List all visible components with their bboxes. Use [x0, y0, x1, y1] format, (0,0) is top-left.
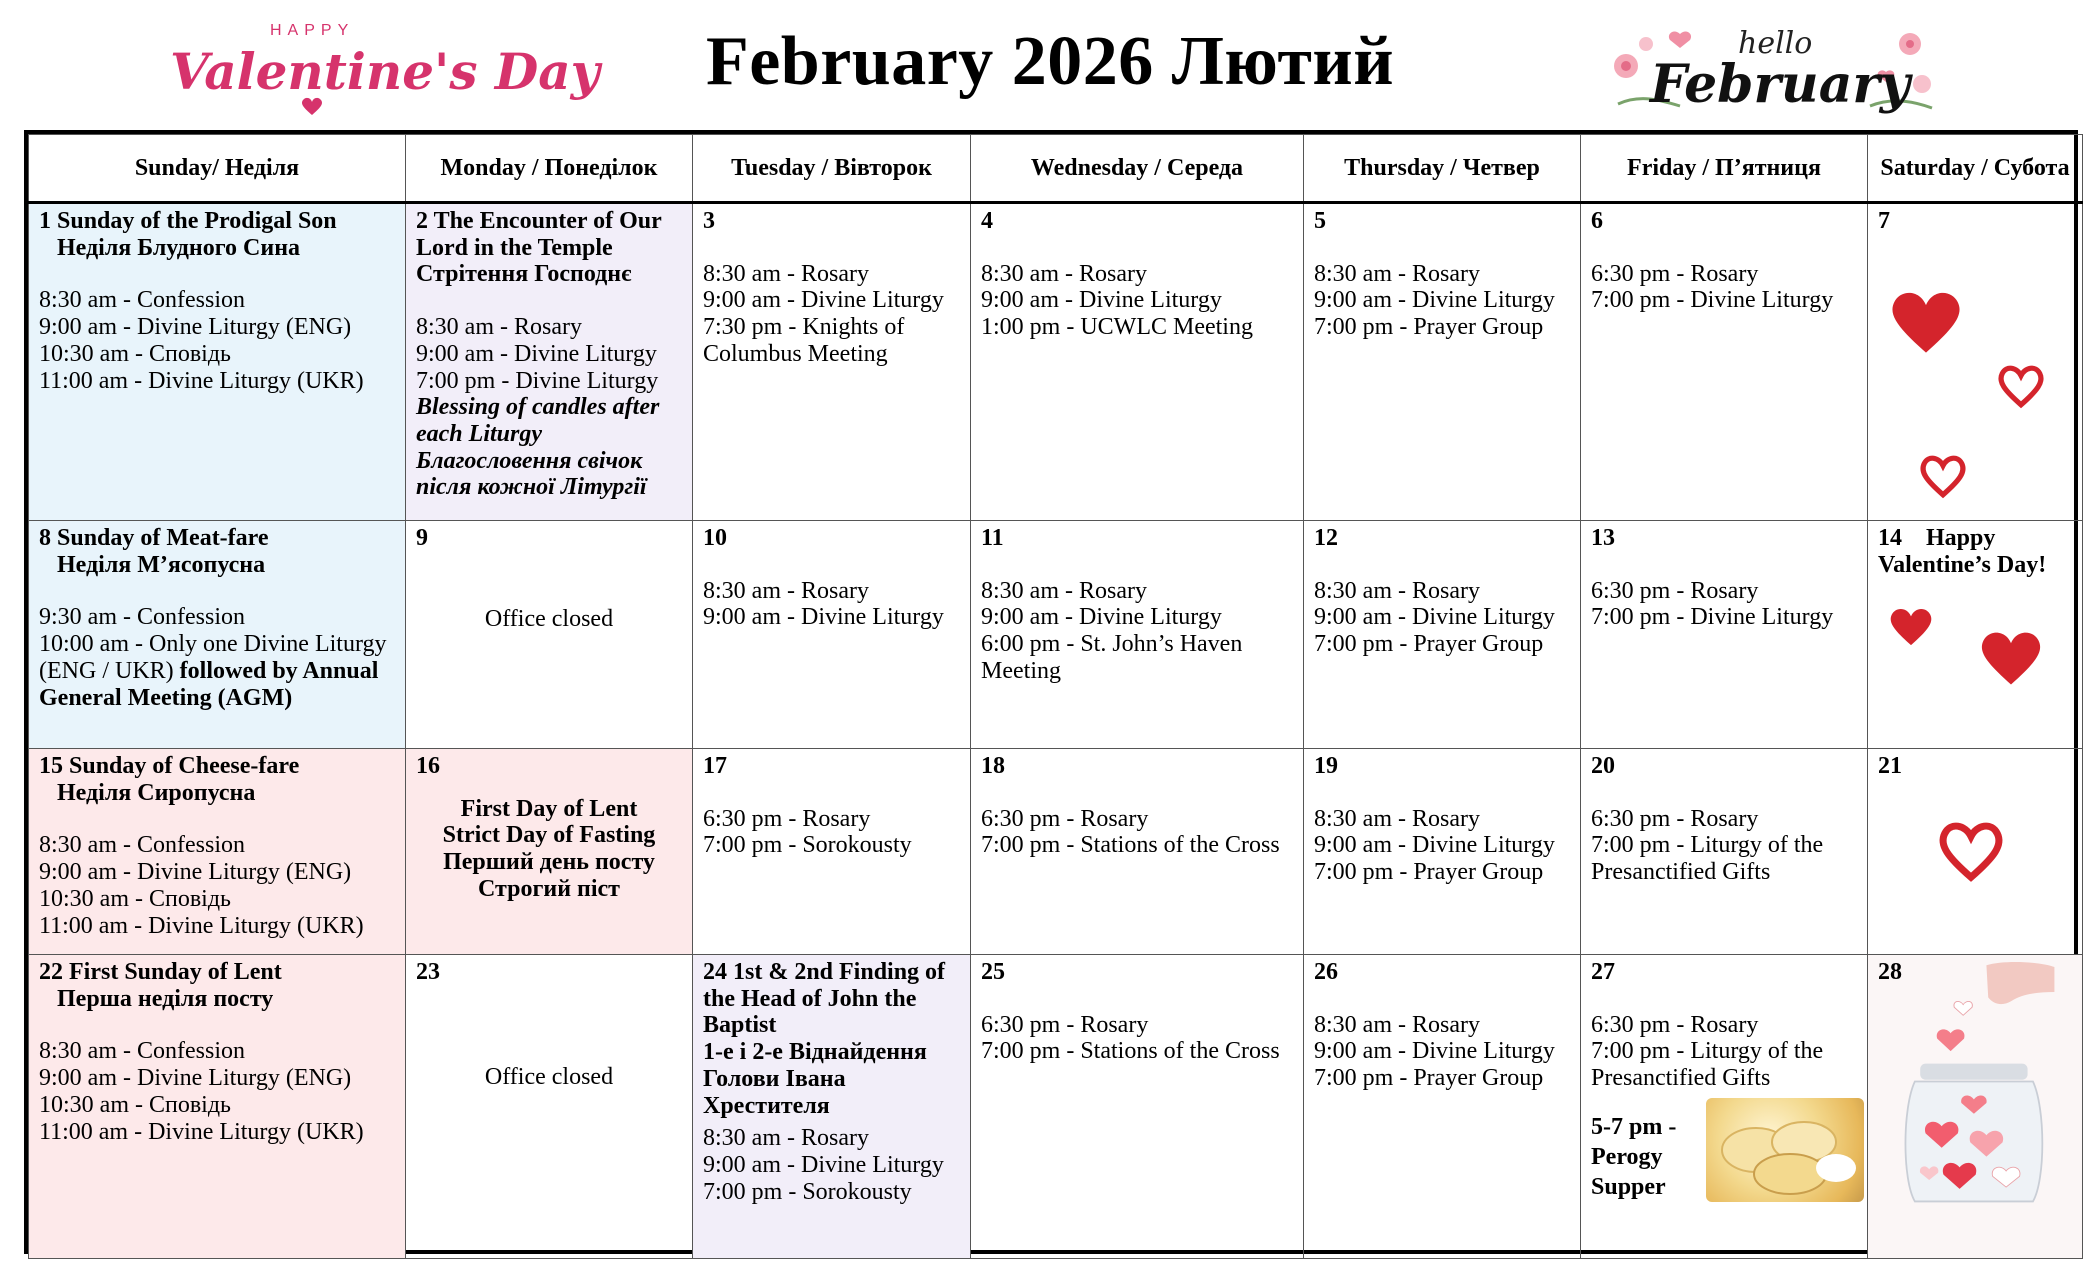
office-closed-text: Office closed — [484, 605, 614, 632]
event: 6:00 pm - St. John’s Haven Meeting — [981, 631, 1243, 684]
event: 9:00 am - Divine Liturgy — [703, 287, 944, 314]
day-cell-13 — [1581, 521, 1868, 749]
outline-heart-icon — [1996, 357, 2046, 415]
day-title-ukr: Неділя Блудного Сина — [57, 234, 301, 261]
day-cell-25 — [971, 955, 1304, 1259]
day-cell-10 — [693, 521, 971, 749]
day-cell-23 — [406, 955, 693, 1259]
event: 7:00 pm - Prayer Group — [1314, 631, 1544, 658]
page-title: February 2026 Лютий — [705, 23, 1395, 100]
day-cell-17 — [693, 749, 971, 955]
red-heart-icon — [1978, 618, 2044, 696]
event: 7:00 pm - Liturgy of the Presanctified Gifts — [1591, 832, 1824, 886]
event: 8:30 am - Rosary — [1314, 1011, 1480, 1038]
event-note: Blessing of candles after each Liturgy — [416, 394, 660, 447]
event: 10:30 am - Сповідь — [39, 1091, 231, 1118]
red-heart-icon — [1888, 277, 1964, 365]
weekday-header-row — [29, 135, 2083, 203]
day-cell-9 — [406, 521, 693, 749]
day-cell-15 — [29, 749, 406, 955]
day-number: 21 — [1878, 753, 1902, 779]
day-number: 11 — [981, 525, 1004, 551]
day-cell-16 — [406, 749, 693, 955]
event: 7:00 pm - Prayer Group — [1314, 1065, 1544, 1092]
day-cell-5 — [1304, 203, 1581, 521]
event: 8:30 am - Confession — [39, 287, 245, 314]
day-cell-4 — [971, 203, 1304, 521]
lent-note: Strict Day of Fasting — [442, 822, 656, 849]
logo-happy-text: HAPPY — [270, 22, 355, 39]
day-number: 27 — [1591, 959, 1615, 985]
header-monday: Monday / Понеділок — [406, 135, 693, 203]
day-title-ukr: Перша неділя посту — [57, 985, 274, 1012]
day-number: 28 — [1878, 959, 1902, 985]
event: 7:00 pm - Stations of the Cross — [981, 832, 1280, 859]
event: 8:30 am - Rosary — [703, 577, 869, 604]
day-title: 15 Sunday of Cheese-fare — [39, 753, 300, 779]
event: 8:30 am - Rosary — [1314, 260, 1480, 287]
day-cell-20 — [1581, 749, 1868, 955]
day-title-ukr: Неділя М’ясопусна — [57, 551, 266, 578]
header-thursday: Thursday / Четвер — [1304, 135, 1581, 203]
day-number: 17 — [703, 753, 727, 779]
event: 9:00 am - Divine Liturgy — [416, 340, 657, 367]
event: 9:00 am - Divine Liturgy — [981, 604, 1222, 631]
event: 10:00 am - Only one Divine Liturgy (ENG / UKR) — [39, 631, 387, 684]
day-number: 6 — [1591, 208, 1603, 234]
event: 6:30 pm - Rosary — [703, 805, 871, 832]
perogy-illustration-icon — [1706, 1098, 1864, 1202]
lent-note-ukr: Перший день посту — [443, 849, 655, 876]
event: 8:30 am - Rosary — [416, 314, 582, 341]
day-cell-22 — [29, 955, 406, 1259]
day-cell-21 — [1868, 749, 2083, 955]
calendar-grid — [24, 130, 2078, 1254]
event: 9:00 am - Divine Liturgy — [703, 1151, 944, 1178]
day-number: 13 — [1591, 525, 1615, 551]
week-row-2 — [29, 521, 2083, 749]
event: 9:00 am - Divine Liturgy (ENG) — [39, 1065, 352, 1092]
event: 9:30 am - Confession — [39, 604, 245, 631]
day-title-ukr: Стрітення Господнє — [416, 261, 632, 288]
event: 8:30 am - Confession — [39, 832, 245, 859]
header-friday: Friday / П’ятниця — [1581, 135, 1868, 203]
day-cell-24 — [693, 955, 971, 1259]
event: 9:00 am - Divine Liturgy — [981, 287, 1222, 314]
header-wednesday: Wednesday / Середа — [971, 135, 1304, 203]
day-title-ukr: 1-е і 2-е Віднайдення Голови Івана Хрестителя — [703, 1039, 927, 1119]
event: 8:30 am - Rosary — [703, 260, 869, 287]
day-title: 14 Happy — [1878, 525, 1996, 551]
day-title-ukr: Неділя Сиропусна — [57, 779, 256, 806]
day-title-2: Valentine’s Day! — [1878, 551, 2047, 578]
perogy-supper-label: Perogy — [1591, 1143, 1663, 1170]
event: 7:00 pm - Prayer Group — [1314, 859, 1544, 886]
heart-jar-illustration-icon — [1888, 956, 2058, 1216]
event: 7:00 pm - Divine Liturgy — [416, 367, 659, 394]
lent-note-ukr: Строгий піст — [478, 875, 620, 902]
event: 9:00 am - Divine Liturgy — [1314, 287, 1555, 314]
logo-february-text: February — [1650, 54, 1911, 115]
event: 9:00 am - Divine Liturgy (ENG) — [39, 859, 352, 886]
week-row-3 — [29, 749, 2083, 955]
day-number: 20 — [1591, 753, 1615, 779]
page-header — [0, 0, 2100, 128]
day-cell-2 — [406, 203, 693, 521]
day-title: 22 First Sunday of Lent — [39, 959, 282, 985]
event: 6:30 pm - Rosary — [981, 1011, 1149, 1038]
logo-hello-text: hello — [1738, 26, 1813, 61]
day-cell-3 — [693, 203, 971, 521]
day-number: 5 — [1314, 208, 1326, 234]
event: 9:00 am - Divine Liturgy (ENG) — [39, 314, 352, 341]
event: 6:30 pm - Rosary — [1591, 805, 1759, 832]
event: 7:00 pm - Divine Liturgy — [1591, 604, 1834, 631]
day-cell-12 — [1304, 521, 1581, 749]
event: 9:00 am - Divine Liturgy — [1314, 1038, 1555, 1065]
day-cell-11 — [971, 521, 1304, 749]
day-number: 4 — [981, 208, 993, 234]
perogy-image — [1706, 1098, 1864, 1202]
event: 8:30 am - Rosary — [981, 260, 1147, 287]
event: 9:00 am - Divine Liturgy — [1314, 832, 1555, 859]
event: 8:30 am - Confession — [39, 1038, 245, 1065]
day-title: 2 The Encounter of Our Lord in the Temple — [416, 208, 662, 261]
office-closed-text: Office closed — [484, 1063, 614, 1090]
event: 9:00 am - Divine Liturgy — [703, 604, 944, 631]
header-sunday: Sunday/ Неділя — [29, 135, 406, 203]
event: 1:00 pm - UCWLC Meeting — [981, 314, 1253, 341]
event: 7:00 pm - Divine Liturgy — [1591, 287, 1834, 314]
day-number: 16 — [416, 753, 440, 779]
day-number: 9 — [416, 525, 428, 551]
day-number: 25 — [981, 959, 1005, 985]
day-number: 18 — [981, 753, 1005, 779]
day-cell-6 — [1581, 203, 1868, 521]
logo-valentines-text: Valentine's Day — [170, 42, 600, 101]
outline-heart-icon — [1918, 447, 1968, 505]
event: 7:00 pm - Liturgy of the Presanctified Gifts — [1591, 1038, 1824, 1092]
event: 11:00 am - Divine Liturgy (UKR) — [39, 367, 364, 394]
event: 6:30 pm - Rosary — [1591, 260, 1759, 287]
event: 7:00 pm - Sorokousty — [703, 832, 912, 859]
day-number: 10 — [703, 525, 727, 551]
header-tuesday: Tuesday / Вівторок — [693, 135, 971, 203]
day-number: 3 — [703, 208, 715, 234]
header-saturday: Saturday / Субота — [1868, 135, 2083, 203]
event: 11:00 am - Divine Liturgy (UKR) — [39, 912, 364, 939]
event-note-ukr: Благословення свічок після кожної Літургії — [416, 447, 647, 501]
event: 8:30 am - Rosary — [981, 577, 1147, 604]
day-number: 26 — [1314, 959, 1338, 985]
event-agm: followed by Annual General Meeting (AGM) — [39, 657, 379, 711]
day-cell-1 — [29, 203, 406, 521]
day-cell-14 — [1868, 521, 2083, 749]
day-cell-28 — [1868, 955, 2083, 1259]
event: 9:00 am - Divine Liturgy — [1314, 604, 1555, 631]
day-title: 8 Sunday of Meat-fare — [39, 525, 269, 551]
week-row-4 — [29, 955, 2083, 1259]
event: 10:30 am - Сповідь — [39, 340, 231, 367]
event: 8:30 am - Rosary — [1314, 805, 1480, 832]
perogy-supper-label-2: Supper — [1591, 1173, 1666, 1200]
day-number: 7 — [1878, 208, 1890, 234]
hello-february-logo — [1610, 14, 1940, 122]
day-cell-8 — [29, 521, 406, 749]
week-row-1 — [29, 203, 2083, 521]
event: 7:00 pm - Prayer Group — [1314, 314, 1544, 341]
day-cell-18 — [971, 749, 1304, 955]
outline-heart-icon — [1936, 816, 2006, 886]
event: 7:30 pm - Knights of Columbus Meeting — [703, 314, 905, 367]
event: 6:30 pm - Rosary — [1591, 1011, 1759, 1038]
day-title: 1 Sunday of the Prodigal Son — [39, 208, 337, 234]
event: 6:30 pm - Rosary — [1591, 577, 1759, 604]
day-cell-27 — [1581, 955, 1868, 1259]
perogy-supper-time: 5-7 pm - — [1591, 1113, 1677, 1140]
day-number: 12 — [1314, 525, 1338, 551]
event: 8:30 am - Rosary — [1314, 577, 1480, 604]
red-heart-icon — [1888, 600, 1934, 652]
day-cell-7 — [1868, 203, 2083, 521]
event: 7:00 pm - Sorokousty — [703, 1178, 912, 1205]
day-cell-19 — [1304, 749, 1581, 955]
event: 8:30 am - Rosary — [703, 1125, 869, 1152]
day-cell-26 — [1304, 955, 1581, 1259]
lent-note: First Day of Lent — [460, 795, 638, 822]
event: 7:00 pm - Stations of the Cross — [981, 1038, 1280, 1065]
day-number: 19 — [1314, 753, 1338, 779]
event: 6:30 pm - Rosary — [981, 805, 1149, 832]
day-number: 23 — [416, 959, 440, 985]
event: 11:00 am - Divine Liturgy (UKR) — [39, 1118, 364, 1145]
event: 10:30 am - Сповідь — [39, 885, 231, 912]
day-title: 24 1st & 2nd Finding of the Head of John the Baptist — [703, 959, 946, 1039]
